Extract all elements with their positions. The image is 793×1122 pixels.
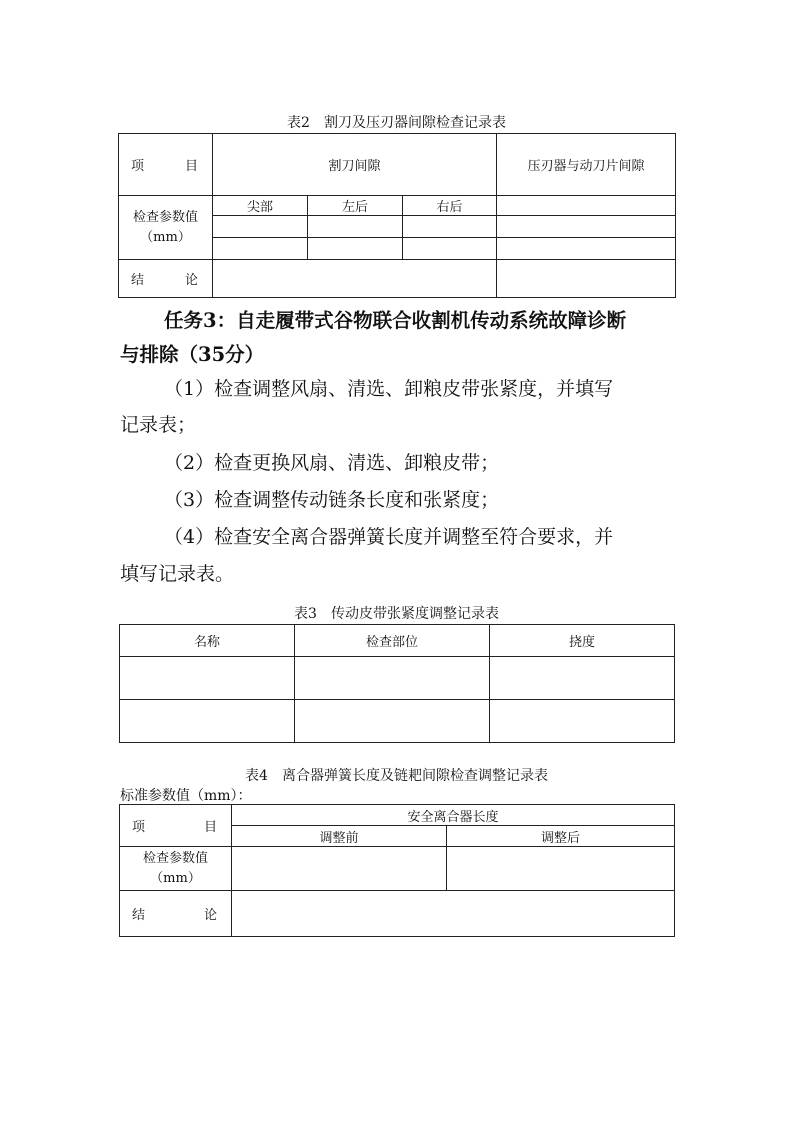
table2-cell	[213, 238, 308, 260]
table3-caption: 表3 传动皮带张紧度调整记录表	[294, 606, 499, 622]
table2-cell	[308, 216, 403, 238]
table4-cell	[232, 847, 447, 891]
table2-param-label: 检查参数值 （mm）	[119, 196, 213, 260]
table2-caption: 表2 割刀及压刃器间隙检查记录表	[287, 115, 506, 131]
table2-cell	[403, 238, 497, 260]
table4-param-label: 检查参数值 （mm）	[120, 847, 232, 891]
table3-cell	[490, 657, 675, 700]
table4	[119, 804, 675, 937]
table2-cell	[213, 216, 308, 238]
table3-cell	[490, 700, 675, 743]
table4-caption: 表4 离合器弹簧长度及链耙间隙检查调整记录表	[245, 768, 548, 784]
table2-conclusion-label: 结 论	[119, 260, 213, 298]
table2-cell	[213, 260, 497, 298]
table4-before-header: 调整前	[232, 826, 447, 847]
table2-item-label: 项 目	[119, 134, 213, 196]
standard-value-blank	[256, 790, 364, 805]
table4-cell	[232, 891, 675, 937]
table2-knife-gap-header: 割刀间隙	[213, 134, 497, 196]
table4-standard-value: 标准参数值（mm）：	[120, 785, 364, 805]
table3-header-location: 检查部位	[295, 625, 490, 657]
table3-cell	[295, 657, 490, 700]
table3-cell	[295, 700, 490, 743]
table2-cell	[403, 216, 497, 238]
table3	[119, 624, 675, 743]
table2-cell	[497, 260, 676, 298]
table4-after-header: 调整后	[447, 826, 675, 847]
table2-cell	[497, 196, 676, 216]
table3-header-name: 名称	[120, 625, 295, 657]
table2-cell	[497, 238, 676, 260]
table4-conclusion-label: 结 论	[120, 891, 232, 937]
table4-item-label: 项 目	[120, 805, 232, 847]
table3-cell	[120, 657, 295, 700]
table4-clutch-length-header: 安全离合器长度	[232, 805, 675, 826]
table4-cell	[447, 847, 675, 891]
table2-cell	[497, 216, 676, 238]
table2-subheader-left-rear: 左后	[308, 196, 403, 216]
table3-header-deflection: 挠度	[490, 625, 675, 657]
table2-subheader-right-rear: 右后	[403, 196, 497, 216]
table2-cell	[308, 238, 403, 260]
table2	[118, 133, 676, 298]
table2-press-gap-header: 压刃器与动刀片间隙	[497, 134, 676, 196]
table3-cell	[120, 700, 295, 743]
table2-subheader-tip: 尖部	[213, 196, 308, 216]
